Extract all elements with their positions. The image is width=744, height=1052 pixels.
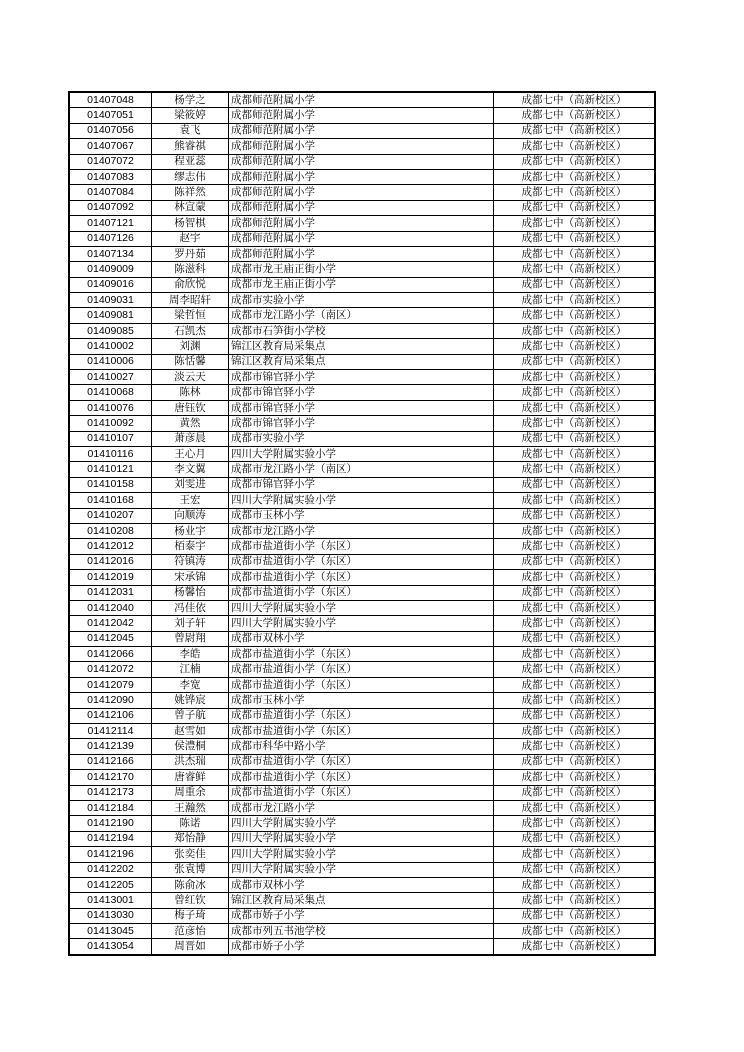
table-row — [69, 169, 655, 184]
student-name-cell: 黄然 — [152, 416, 229, 431]
table-row — [69, 108, 655, 123]
table-row — [69, 154, 655, 169]
primary-school-cell: 成都市列五书池学校 — [229, 924, 494, 939]
primary-school-cell: 成都市锦官驿小学 — [229, 400, 494, 415]
table-row — [69, 262, 655, 277]
admitted-school-cell: 成都七中（高新校区） — [494, 770, 656, 785]
student-name-cell: 赵宇 — [152, 231, 229, 246]
student-id-cell: 01412106 — [69, 708, 152, 723]
student-id-cell: 01412139 — [69, 739, 152, 754]
primary-school-cell: 成都市实验小学 — [229, 431, 494, 446]
primary-school-cell: 锦江区教育局采集点 — [229, 354, 494, 369]
student-id-cell: 01407084 — [69, 185, 152, 200]
admitted-school-cell: 成都七中（高新校区） — [494, 739, 656, 754]
primary-school-cell: 成都师范附属小学 — [229, 154, 494, 169]
student-id-cell: 01412066 — [69, 647, 152, 662]
student-id-cell: 01407083 — [69, 169, 152, 184]
student-id-cell: 01410208 — [69, 523, 152, 538]
table-row — [69, 693, 655, 708]
primary-school-cell: 成都市科华中路小学 — [229, 739, 494, 754]
student-id-cell: 01407048 — [69, 92, 152, 108]
table-row — [69, 770, 655, 785]
admitted-school-cell: 成都七中（高新校区） — [494, 123, 656, 138]
primary-school-cell: 成都市盐道街小学（东区） — [229, 754, 494, 769]
primary-school-cell: 成都市盐道街小学（东区） — [229, 647, 494, 662]
student-id-cell: 01413045 — [69, 924, 152, 939]
student-name-cell: 李文翼 — [152, 462, 229, 477]
student-id-cell: 01409009 — [69, 262, 152, 277]
student-name-cell: 曾尉翔 — [152, 631, 229, 646]
student-id-cell: 01410068 — [69, 385, 152, 400]
admitted-school-cell: 成都七中（高新校区） — [494, 200, 656, 215]
table-row — [69, 508, 655, 523]
table-row — [69, 908, 655, 923]
table-row — [69, 385, 655, 400]
admitted-school-cell: 成都七中（高新校区） — [494, 92, 656, 108]
student-name-cell: 陈恬馨 — [152, 354, 229, 369]
student-name-cell: 石凯杰 — [152, 323, 229, 338]
student-name-cell: 宋承锦 — [152, 570, 229, 585]
primary-school-cell: 锦江区教育局采集点 — [229, 893, 494, 908]
table-row — [69, 800, 655, 815]
primary-school-cell: 成都师范附属小学 — [229, 231, 494, 246]
table-row — [69, 339, 655, 354]
table-row — [69, 539, 655, 554]
student-name-cell: 范彦怡 — [152, 924, 229, 939]
table-row — [69, 662, 655, 677]
student-id-cell: 01410002 — [69, 339, 152, 354]
student-id-cell: 01409085 — [69, 323, 152, 338]
table-row — [69, 847, 655, 862]
student-roster-table — [68, 91, 656, 956]
primary-school-cell: 成都师范附属小学 — [229, 200, 494, 215]
table-row — [69, 924, 655, 939]
admitted-school-cell: 成都七中（高新校区） — [494, 662, 656, 677]
primary-school-cell: 四川大学附属实验小学 — [229, 831, 494, 846]
student-name-cell: 张袁博 — [152, 862, 229, 877]
student-id-cell: 01412173 — [69, 785, 152, 800]
table-row — [69, 862, 655, 877]
student-id-cell: 01413030 — [69, 908, 152, 923]
table-row — [69, 616, 655, 631]
table-row — [69, 493, 655, 508]
admitted-school-cell: 成都七中（高新校区） — [494, 908, 656, 923]
admitted-school-cell: 成都七中（高新校区） — [494, 785, 656, 800]
primary-school-cell: 成都师范附属小学 — [229, 139, 494, 154]
table-row — [69, 570, 655, 585]
admitted-school-cell: 成都七中（高新校区） — [494, 724, 656, 739]
student-name-cell: 俞欣悦 — [152, 277, 229, 292]
student-id-cell: 01410207 — [69, 508, 152, 523]
student-id-cell: 01412194 — [69, 831, 152, 846]
student-id-cell: 01413054 — [69, 939, 152, 955]
admitted-school-cell: 成都七中（高新校区） — [494, 831, 656, 846]
student-id-cell: 01412166 — [69, 754, 152, 769]
student-name-cell: 王心月 — [152, 446, 229, 461]
table-row — [69, 724, 655, 739]
table-row — [69, 831, 655, 846]
primary-school-cell: 成都市盐道街小学（东区） — [229, 554, 494, 569]
admitted-school-cell: 成都七中（高新校区） — [494, 585, 656, 600]
primary-school-cell: 成都市娇子小学 — [229, 908, 494, 923]
admitted-school-cell: 成都七中（高新校区） — [494, 508, 656, 523]
student-name-cell: 熊睿祺 — [152, 139, 229, 154]
student-id-cell: 01412184 — [69, 800, 152, 815]
admitted-school-cell: 成都七中（高新校区） — [494, 216, 656, 231]
admitted-school-cell: 成都七中（高新校区） — [494, 816, 656, 831]
table-row — [69, 893, 655, 908]
admitted-school-cell: 成都七中（高新校区） — [494, 354, 656, 369]
admitted-school-cell: 成都七中（高新校区） — [494, 462, 656, 477]
table-row — [69, 431, 655, 446]
student-name-cell: 李宽 — [152, 677, 229, 692]
primary-school-cell: 成都市盐道街小学（东区） — [229, 662, 494, 677]
student-name-cell: 唐睿鲜 — [152, 770, 229, 785]
table-row — [69, 647, 655, 662]
primary-school-cell: 成都市锦官驿小学 — [229, 416, 494, 431]
student-name-cell: 梅子琦 — [152, 908, 229, 923]
admitted-school-cell: 成都七中（高新校区） — [494, 924, 656, 939]
table-row — [69, 323, 655, 338]
admitted-school-cell: 成都七中（高新校区） — [494, 893, 656, 908]
table-row — [69, 477, 655, 492]
table-row — [69, 708, 655, 723]
student-name-cell: 杨学之 — [152, 92, 229, 108]
primary-school-cell: 成都师范附属小学 — [229, 246, 494, 261]
student-id-cell: 01412202 — [69, 862, 152, 877]
student-name-cell: 侯澧桐 — [152, 739, 229, 754]
primary-school-cell: 成都市龙江路小学 — [229, 800, 494, 815]
table-row — [69, 200, 655, 215]
student-name-cell: 缪志伟 — [152, 169, 229, 184]
student-id-cell: 01407126 — [69, 231, 152, 246]
table-row — [69, 354, 655, 369]
student-name-cell: 杨智棋 — [152, 216, 229, 231]
student-id-cell: 01410158 — [69, 477, 152, 492]
student-name-cell: 刘渊 — [152, 339, 229, 354]
table-row — [69, 139, 655, 154]
primary-school-cell: 成都市盐道街小学（东区） — [229, 770, 494, 785]
primary-school-cell: 成都师范附属小学 — [229, 108, 494, 123]
student-name-cell: 唐钰钦 — [152, 400, 229, 415]
student-name-cell: 陈祥然 — [152, 185, 229, 200]
admitted-school-cell: 成都七中（高新校区） — [494, 477, 656, 492]
primary-school-cell: 成都市双林小学 — [229, 631, 494, 646]
student-name-cell: 李皓 — [152, 647, 229, 662]
admitted-school-cell: 成都七中（高新校区） — [494, 108, 656, 123]
admitted-school-cell: 成都七中（高新校区） — [494, 139, 656, 154]
admitted-school-cell: 成都七中（高新校区） — [494, 339, 656, 354]
admitted-school-cell: 成都七中（高新校区） — [494, 800, 656, 815]
admitted-school-cell: 成都七中（高新校区） — [494, 754, 656, 769]
student-id-cell: 01412016 — [69, 554, 152, 569]
student-id-cell: 01412170 — [69, 770, 152, 785]
primary-school-cell: 成都市娇子小学 — [229, 939, 494, 955]
student-name-cell: 江楠 — [152, 662, 229, 677]
admitted-school-cell: 成都七中（高新校区） — [494, 600, 656, 615]
admitted-school-cell: 成都七中（高新校区） — [494, 446, 656, 461]
student-id-cell: 01412205 — [69, 877, 152, 892]
student-name-cell: 袁飞 — [152, 123, 229, 138]
table-row — [69, 400, 655, 415]
student-id-cell: 01412019 — [69, 570, 152, 585]
roster-body — [69, 92, 655, 955]
student-id-cell: 01412040 — [69, 600, 152, 615]
primary-school-cell: 成都市锦官驿小学 — [229, 477, 494, 492]
table-row — [69, 877, 655, 892]
primary-school-cell: 四川大学附属实验小学 — [229, 446, 494, 461]
table-row — [69, 785, 655, 800]
table-row — [69, 446, 655, 461]
primary-school-cell: 成都市龙江路小学（南区） — [229, 308, 494, 323]
primary-school-cell: 锦江区教育局采集点 — [229, 339, 494, 354]
table-row — [69, 939, 655, 955]
student-name-cell: 刘雯进 — [152, 477, 229, 492]
admitted-school-cell: 成都七中（高新校区） — [494, 677, 656, 692]
student-id-cell: 01412045 — [69, 631, 152, 646]
student-name-cell: 向顺涛 — [152, 508, 229, 523]
admitted-school-cell: 成都七中（高新校区） — [494, 616, 656, 631]
primary-school-cell: 四川大学附属实验小学 — [229, 847, 494, 862]
student-name-cell: 陈诺 — [152, 816, 229, 831]
primary-school-cell: 四川大学附属实验小学 — [229, 862, 494, 877]
student-id-cell: 01412196 — [69, 847, 152, 862]
table-row — [69, 92, 655, 108]
admitted-school-cell: 成都七中（高新校区） — [494, 631, 656, 646]
student-id-cell: 01409081 — [69, 308, 152, 323]
table-row — [69, 277, 655, 292]
primary-school-cell: 成都市锦官驿小学 — [229, 370, 494, 385]
table-row — [69, 308, 655, 323]
admitted-school-cell: 成都七中（高新校区） — [494, 570, 656, 585]
student-name-cell: 陈俞冰 — [152, 877, 229, 892]
student-name-cell: 栢泰宇 — [152, 539, 229, 554]
admitted-school-cell: 成都七中（高新校区） — [494, 370, 656, 385]
student-name-cell: 杨业宇 — [152, 523, 229, 538]
student-name-cell: 赵雪如 — [152, 724, 229, 739]
primary-school-cell: 成都师范附属小学 — [229, 92, 494, 108]
admitted-school-cell: 成都七中（高新校区） — [494, 323, 656, 338]
student-name-cell: 周晋如 — [152, 939, 229, 955]
student-id-cell: 01410027 — [69, 370, 152, 385]
primary-school-cell: 成都市实验小学 — [229, 293, 494, 308]
student-id-cell: 01409016 — [69, 277, 152, 292]
student-id-cell: 01412190 — [69, 816, 152, 831]
student-name-cell: 王瀚然 — [152, 800, 229, 815]
admitted-school-cell: 成都七中（高新校区） — [494, 385, 656, 400]
admitted-school-cell: 成都七中（高新校区） — [494, 693, 656, 708]
student-id-cell: 01407134 — [69, 246, 152, 261]
student-id-cell: 01409031 — [69, 293, 152, 308]
primary-school-cell: 成都市玉林小学 — [229, 508, 494, 523]
admitted-school-cell: 成都七中（高新校区） — [494, 647, 656, 662]
student-name-cell: 符镇涛 — [152, 554, 229, 569]
primary-school-cell: 四川大学附属实验小学 — [229, 600, 494, 615]
admitted-school-cell: 成都七中（高新校区） — [494, 262, 656, 277]
table-row — [69, 523, 655, 538]
student-id-cell: 01412114 — [69, 724, 152, 739]
table-row — [69, 631, 655, 646]
table-row — [69, 816, 655, 831]
table-row — [69, 293, 655, 308]
primary-school-cell: 成都师范附属小学 — [229, 123, 494, 138]
table-row — [69, 246, 655, 261]
student-id-cell: 01410092 — [69, 416, 152, 431]
student-name-cell: 陈滋科 — [152, 262, 229, 277]
student-id-cell: 01407092 — [69, 200, 152, 215]
admitted-school-cell: 成都七中（高新校区） — [494, 877, 656, 892]
primary-school-cell: 成都师范附属小学 — [229, 216, 494, 231]
primary-school-cell: 成都市龙江路小学（南区） — [229, 462, 494, 477]
table-row — [69, 416, 655, 431]
table-row — [69, 554, 655, 569]
table-row — [69, 231, 655, 246]
student-name-cell: 林宣蒙 — [152, 200, 229, 215]
primary-school-cell: 成都市盐道街小学（东区） — [229, 677, 494, 692]
primary-school-cell: 成都市锦官驿小学 — [229, 385, 494, 400]
primary-school-cell: 成都市石笋街小学校 — [229, 323, 494, 338]
admitted-school-cell: 成都七中（高新校区） — [494, 154, 656, 169]
admitted-school-cell: 成都七中（高新校区） — [494, 493, 656, 508]
admitted-school-cell: 成都七中（高新校区） — [494, 708, 656, 723]
table-row — [69, 754, 655, 769]
primary-school-cell: 成都师范附属小学 — [229, 185, 494, 200]
admitted-school-cell: 成都七中（高新校区） — [494, 539, 656, 554]
student-id-cell: 01412012 — [69, 539, 152, 554]
student-name-cell: 罗丹茹 — [152, 246, 229, 261]
table-row — [69, 370, 655, 385]
student-name-cell: 梁哲恒 — [152, 308, 229, 323]
student-id-cell: 01407051 — [69, 108, 152, 123]
primary-school-cell: 成都市龙王庙正街小学 — [229, 262, 494, 277]
student-id-cell: 01407121 — [69, 216, 152, 231]
student-id-cell: 01412031 — [69, 585, 152, 600]
student-name-cell: 周李昭轩 — [152, 293, 229, 308]
table-row — [69, 216, 655, 231]
student-id-cell: 01407072 — [69, 154, 152, 169]
admitted-school-cell: 成都七中（高新校区） — [494, 185, 656, 200]
student-name-cell: 洪杰瑞 — [152, 754, 229, 769]
table-row — [69, 739, 655, 754]
primary-school-cell: 成都师范附属小学 — [229, 169, 494, 184]
admitted-school-cell: 成都七中（高新校区） — [494, 523, 656, 538]
student-name-cell: 郑怡静 — [152, 831, 229, 846]
student-name-cell: 梁筱婷 — [152, 108, 229, 123]
student-name-cell: 曾红钦 — [152, 893, 229, 908]
primary-school-cell: 成都市玉林小学 — [229, 693, 494, 708]
student-id-cell: 01412042 — [69, 616, 152, 631]
admitted-school-cell: 成都七中（高新校区） — [494, 939, 656, 955]
student-name-cell: 杨馨怡 — [152, 585, 229, 600]
student-name-cell: 曾子航 — [152, 708, 229, 723]
student-name-cell: 王宏 — [152, 493, 229, 508]
student-id-cell: 01410168 — [69, 493, 152, 508]
table-row — [69, 677, 655, 692]
student-name-cell: 萧彦晨 — [152, 431, 229, 446]
student-name-cell: 刘子轩 — [152, 616, 229, 631]
table-row — [69, 185, 655, 200]
primary-school-cell: 成都市盐道街小学（东区） — [229, 585, 494, 600]
primary-school-cell: 成都市盐道街小学（东区） — [229, 708, 494, 723]
admitted-school-cell: 成都七中（高新校区） — [494, 277, 656, 292]
admitted-school-cell: 成都七中（高新校区） — [494, 246, 656, 261]
student-name-cell: 周重余 — [152, 785, 229, 800]
student-name-cell: 程亚蕊 — [152, 154, 229, 169]
student-id-cell: 01410121 — [69, 462, 152, 477]
primary-school-cell: 成都市盐道街小学（东区） — [229, 570, 494, 585]
student-id-cell: 01410116 — [69, 446, 152, 461]
student-id-cell: 01407067 — [69, 139, 152, 154]
student-id-cell: 01407056 — [69, 123, 152, 138]
student-id-cell: 01412090 — [69, 693, 152, 708]
table-row — [69, 462, 655, 477]
primary-school-cell: 成都市盐道街小学（东区） — [229, 724, 494, 739]
primary-school-cell: 成都市盐道街小学（东区） — [229, 539, 494, 554]
admitted-school-cell: 成都七中（高新校区） — [494, 308, 656, 323]
student-name-cell: 淡云天 — [152, 370, 229, 385]
student-name-cell: 冯佳依 — [152, 600, 229, 615]
admitted-school-cell: 成都七中（高新校区） — [494, 293, 656, 308]
primary-school-cell: 成都市双林小学 — [229, 877, 494, 892]
primary-school-cell: 成都市龙王庙正街小学 — [229, 277, 494, 292]
student-id-cell: 01410107 — [69, 431, 152, 446]
primary-school-cell: 四川大学附属实验小学 — [229, 816, 494, 831]
student-id-cell: 01413001 — [69, 893, 152, 908]
admitted-school-cell: 成都七中（高新校区） — [494, 169, 656, 184]
table-row — [69, 585, 655, 600]
table-row — [69, 600, 655, 615]
table-row — [69, 123, 655, 138]
admitted-school-cell: 成都七中（高新校区） — [494, 431, 656, 446]
student-name-cell: 姚铧宸 — [152, 693, 229, 708]
student-name-cell: 陈林 — [152, 385, 229, 400]
admitted-school-cell: 成都七中（高新校区） — [494, 554, 656, 569]
admitted-school-cell: 成都七中（高新校区） — [494, 400, 656, 415]
primary-school-cell: 成都市盐道街小学（东区） — [229, 785, 494, 800]
admitted-school-cell: 成都七中（高新校区） — [494, 416, 656, 431]
student-id-cell: 01410076 — [69, 400, 152, 415]
student-id-cell: 01412079 — [69, 677, 152, 692]
primary-school-cell: 成都市龙江路小学 — [229, 523, 494, 538]
admitted-school-cell: 成都七中（高新校区） — [494, 862, 656, 877]
student-id-cell: 01412072 — [69, 662, 152, 677]
student-name-cell: 张奕佳 — [152, 847, 229, 862]
admitted-school-cell: 成都七中（高新校区） — [494, 847, 656, 862]
admitted-school-cell: 成都七中（高新校区） — [494, 231, 656, 246]
primary-school-cell: 四川大学附属实验小学 — [229, 493, 494, 508]
student-id-cell: 01410006 — [69, 354, 152, 369]
primary-school-cell: 四川大学附属实验小学 — [229, 616, 494, 631]
